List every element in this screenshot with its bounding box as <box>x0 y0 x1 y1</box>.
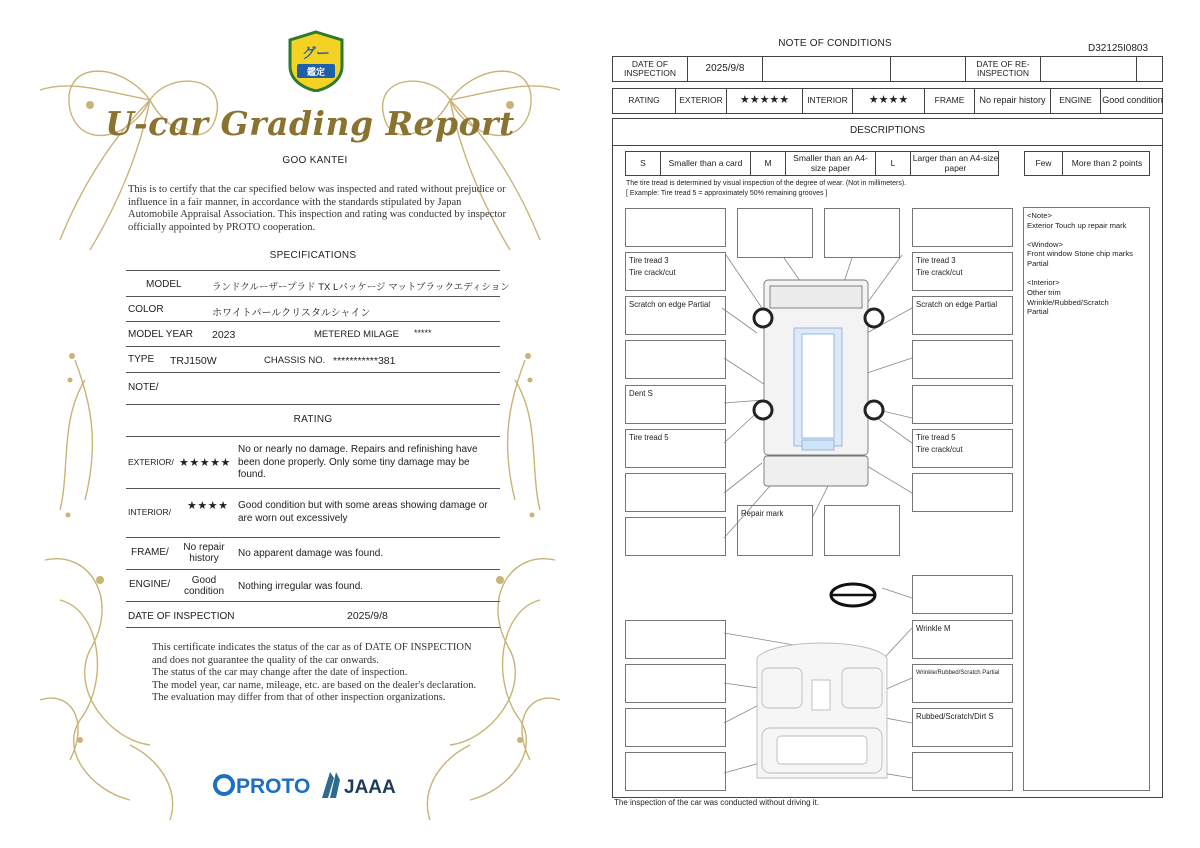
date-of-inspection-label: DATE OF INSPECTION <box>128 611 235 622</box>
date-of-reinspection-value <box>1041 57 1137 81</box>
box-text: Wrinkle M <box>916 624 951 633</box>
rating-row <box>612 88 1163 114</box>
exterior-label: EXTERIOR <box>676 89 727 113</box>
model-year-value: 2023 <box>212 329 236 341</box>
chassis-value: ***********381 <box>333 355 396 367</box>
legend-l-desc: Larger than an A4-size paper <box>912 153 999 173</box>
interior-text: Other trim <box>1027 287 1061 297</box>
window-heading: <Window> <box>1027 239 1063 249</box>
inspection-box <box>912 752 1013 791</box>
box-text: Tire crack/cut <box>916 445 963 454</box>
interior-text: Partial <box>1027 307 1049 317</box>
box-text: Tire tread 5 <box>629 433 669 442</box>
frame-label: FRAME <box>925 89 975 113</box>
box-text: Scratch on edge Partial <box>916 300 998 309</box>
tread-note-line: The tire tread is determined by visual inspection of the degree of wear. (Not in millimeters). <box>626 180 907 187</box>
box-text: Rubbed/Scratch/Dirt S <box>916 712 994 721</box>
box-text: Tire crack/cut <box>629 268 676 277</box>
inspection-box-interior-3 <box>912 708 1013 747</box>
divider <box>613 145 1162 146</box>
descriptions-title: DESCRIPTIONS <box>849 125 925 136</box>
footnote-line: The status of the car may change after the date of inspection. <box>152 667 408 678</box>
note-label: NOTE/ <box>128 382 159 393</box>
inspection-box <box>625 473 726 512</box>
divider <box>126 296 500 297</box>
specifications-heading: SPECIFICATIONS <box>269 250 357 261</box>
divider <box>126 270 500 271</box>
exterior-stars: ★★★★★ <box>727 89 803 113</box>
inspection-box <box>912 473 1013 512</box>
inspection-box <box>625 752 726 791</box>
divider <box>126 346 500 347</box>
box-text: Tire tread 3 <box>629 256 669 265</box>
inspection-box <box>625 517 726 556</box>
interior-description: Good condition but with some areas showing damage or are worn out excessively <box>238 500 488 524</box>
notes-column <box>1023 207 1150 791</box>
inspection-box-right-front-tire <box>912 252 1013 291</box>
divider <box>126 372 500 373</box>
inspection-box <box>625 208 726 247</box>
divider <box>126 627 500 628</box>
date-of-inspection-label: DATE OF INSPECTION <box>613 57 688 81</box>
frame-label: FRAME/ <box>131 547 169 558</box>
rating-heading: RATING <box>293 414 333 425</box>
bottom-note: The inspection of the car was conducted without driving it. <box>614 798 819 807</box>
inspection-box-rear-repair <box>737 505 813 556</box>
divider <box>126 537 500 538</box>
color-value: ホワイトパールクリスタルシャイン <box>212 308 371 319</box>
date-of-inspection-value: 2025/9/8 <box>688 57 763 81</box>
badge-top-text: グー <box>302 46 330 62</box>
inspection-box-right-scratch <box>912 296 1013 335</box>
legend-s-desc: Smaller than a card <box>661 152 751 175</box>
date-of-reinspection-label: DATE OF RE-INSPECTION <box>966 57 1041 81</box>
engine-value: Good condition <box>1102 95 1163 106</box>
box-text: Dent S <box>629 389 653 398</box>
interior-label: INTERIOR <box>803 89 853 113</box>
certificate-intro: This is to certify that the car specified below was inspected and rated without prejudice or influence in a fair manner, in accordance with the standards stipulated by Japan Automobile Appraisal Association. This inspection and rating was conducted by inspector officially appointed by PROTO cooperation. <box>128 184 507 233</box>
inspection-box-left-dent <box>625 385 726 424</box>
metered-milage-value: ***** <box>414 328 432 338</box>
empty-cell <box>763 57 891 81</box>
proto-logo-icon <box>215 776 233 794</box>
model-label: MODEL <box>146 279 182 290</box>
inspection-box-right-rear-tire <box>912 429 1013 468</box>
box-text: Tire tread 5 <box>916 433 956 442</box>
exterior-description: No or nearly no damage. Repairs and refinishing have been done properly. Only some tiny damage may be found. <box>238 444 478 480</box>
inspection-box <box>625 340 726 379</box>
tread-note-line: [ Example: Tire tread 5 = approximately 50% remaining grooves ] <box>626 189 828 197</box>
few-legend <box>1024 151 1150 176</box>
metered-milage-label: METERED MILAGE <box>314 329 399 340</box>
inspection-box <box>824 208 900 258</box>
legend-m: M <box>751 152 786 175</box>
interior-label: INTERIOR/ <box>128 507 171 517</box>
exterior-stars: ★★★★★ <box>179 457 231 469</box>
interior-heading: <Interior> <box>1027 277 1060 287</box>
box-text: Repair mark <box>741 509 784 518</box>
legend-few-desc: More than 2 points <box>1071 157 1143 168</box>
interior-stars: ★★★★ <box>187 500 229 512</box>
color-label: COLOR <box>128 304 164 315</box>
inspection-box-left-rear-tire <box>625 429 726 468</box>
inspection-box-interior-1 <box>912 620 1013 659</box>
inspection-box <box>912 340 1013 379</box>
window-text: Front window Stone chip marks Partial <box>1027 249 1133 269</box>
proto-logo-text: PROTO <box>236 775 311 798</box>
inspection-box <box>625 708 726 747</box>
legend-m-desc: Smaller than an A4-size paper <box>786 152 876 175</box>
frame-description: No apparent damage was found. <box>238 548 384 559</box>
engine-value: Good condition <box>183 575 225 597</box>
interior-text: Wrinkle/Rubbed/Scratch <box>1027 297 1109 307</box>
date-row <box>612 56 1163 82</box>
document-code: D32125I0803 <box>1088 43 1149 54</box>
inspection-box <box>737 208 813 258</box>
inspection-box <box>824 505 900 556</box>
frame-value: No repair history <box>975 89 1051 113</box>
engine-label: ENGINE <box>1051 89 1101 113</box>
jaaa-logo-text: JAAA <box>344 777 396 798</box>
goo-kantei-badge <box>287 30 345 92</box>
box-text: Wrinkle/Rubbed/Scratch Partial <box>916 670 1000 676</box>
jaaa-logo-icon <box>322 772 340 798</box>
certificate-subtitle: GOO KANTEI <box>282 155 348 166</box>
footnote-line: The evaluation may differ from that of other inspection organizations. <box>152 692 446 703</box>
legend-l: L <box>876 152 911 175</box>
certificate-footnotes <box>152 642 482 705</box>
empty-cell <box>1137 57 1164 81</box>
exterior-label: EXTERIOR/ <box>128 457 174 467</box>
type-label: TYPE <box>128 354 155 365</box>
divider <box>126 569 500 570</box>
frame-value: No repair history <box>183 542 225 564</box>
inspection-box-left-front-tire <box>625 252 726 291</box>
divider <box>126 488 500 489</box>
model-value: ランドクルーザープラド TX Lパッケージ マットブラックエディション <box>212 282 510 293</box>
model-year-label: MODEL YEAR <box>128 329 194 340</box>
legend-few: Few <box>1025 152 1063 175</box>
engine-description: Nothing irregular was found. <box>238 581 364 592</box>
box-text: Tire crack/cut <box>916 268 963 277</box>
inspection-box <box>625 620 726 659</box>
chassis-label: CHASSIS NO. <box>264 355 326 366</box>
engine-label: ENGINE/ <box>129 579 171 590</box>
inspection-box <box>912 575 1013 614</box>
inspection-box <box>912 208 1013 247</box>
interior-stars: ★★★★ <box>853 89 925 113</box>
inspection-box-left-scratch <box>625 296 726 335</box>
reinspection-empty <box>891 57 966 81</box>
type-value: TRJ150W <box>170 355 217 367</box>
divider <box>126 436 500 437</box>
tread-note <box>626 179 906 198</box>
box-text: Scratch on edge Partial <box>629 300 711 309</box>
footnote-line: This certificate indicates the status of the car as of DATE OF INSPECTION and does not guarantee the quality of the car onwards. <box>152 642 472 666</box>
rating-label: RATING <box>613 89 676 113</box>
inspection-box <box>625 664 726 703</box>
divider <box>126 321 500 322</box>
legend-s: S <box>626 152 661 175</box>
inspection-box <box>912 385 1013 424</box>
date-of-inspection-value: 2025/9/8 <box>347 610 388 622</box>
badge-bottom-text: 鑑定 <box>306 68 326 78</box>
footnote-line: The model year, car name, mileage, etc. are based on the dealer's declaration. <box>152 679 477 691</box>
divider <box>126 601 500 602</box>
note-text: Exterior Touch up repair mark <box>1027 220 1127 230</box>
conditions-title: NOTE OF CONDITIONS <box>778 38 892 49</box>
divider <box>126 404 500 405</box>
box-text: Tire tread 3 <box>916 256 956 265</box>
footer-logos <box>210 768 410 802</box>
size-legend <box>625 151 999 176</box>
note-heading: <Note> <box>1027 211 1052 220</box>
certificate-title: U-car Grading Report <box>105 104 515 143</box>
inspection-box-interior-2 <box>912 664 1013 703</box>
